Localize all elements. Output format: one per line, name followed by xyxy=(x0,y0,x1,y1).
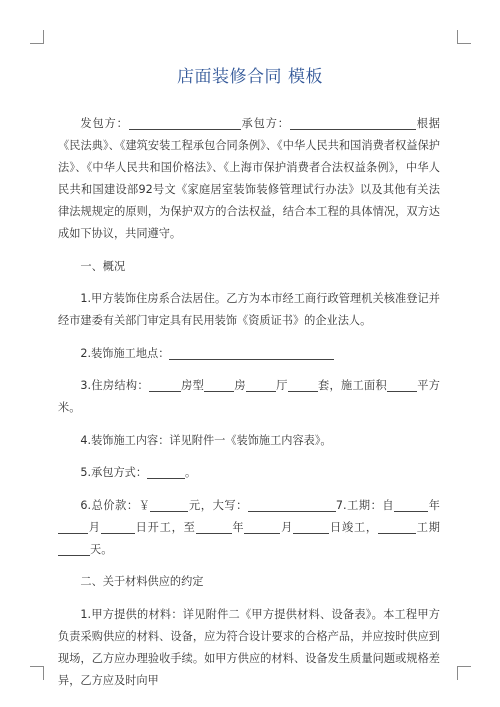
clause-5-contract-type xyxy=(58,462,440,484)
start-year-blank[interactable] xyxy=(394,497,428,512)
document-body xyxy=(58,113,440,702)
halls-label: 厅 xyxy=(275,379,288,392)
rooms-blank[interactable] xyxy=(204,377,234,392)
basis-text: 《民法典》、《建筑安装工程承包合同条例》、《中华人民共和国消费者权益保护法》、《中华人民共和国价格法》、《上海市保护消费者合法权益条例》，中华人民共和国建设部92号文《家庭居室装饰装修管理试行办法》以及其他有关法律法规规定的原则，为保护双方的合法权益，结合本工程的具体情况，双方达成如下协议，共同遵守。 xyxy=(58,139,440,240)
crop-mark-bottom-right xyxy=(457,666,471,680)
material-clause-1: 1.甲方提供的材料：详见附件二《甲方提供材料、设备表》。本工程甲方负责采购供应的材料、设备，应为符合设计要求的合格产品，并应按时供应到现场，乙方应办理验收手续。如甲方供应的材料、设备发生质量问题或规格差异，乙方应及时向甲 xyxy=(58,607,440,687)
party-b-blank[interactable] xyxy=(290,115,416,130)
end-year-blank[interactable] xyxy=(196,519,232,534)
area-unit: 平方米。 xyxy=(58,379,440,414)
parties-and-basis-paragraph xyxy=(58,113,440,245)
units-blank[interactable] xyxy=(288,377,318,392)
start-day-blank[interactable] xyxy=(101,519,135,534)
price-words-label: 元，大写： xyxy=(188,498,248,512)
document-title: 店面装修合同 模板 xyxy=(177,67,323,87)
duration-label: 工期 xyxy=(415,520,440,534)
area-label: 套，施工面积 xyxy=(317,379,387,392)
period-label: 7.工期：自 xyxy=(335,498,395,512)
clause-4-content: 4.装饰施工内容：详见附件一《装饰施工内容表》。 xyxy=(80,433,332,447)
area-blank[interactable] xyxy=(387,377,417,392)
end-month-unit: 月 xyxy=(280,520,294,534)
halls-blank[interactable] xyxy=(246,377,276,392)
basis-lead: 根据 xyxy=(415,117,440,130)
crop-mark-top-left xyxy=(30,30,44,44)
price-label: 6.总价款：￥ xyxy=(80,498,151,512)
end-year-unit: 年 xyxy=(231,520,245,534)
price-words-blank[interactable] xyxy=(248,497,336,512)
party-b-label: 承包方： xyxy=(240,117,290,130)
location-label: 2.装饰施工地点： xyxy=(80,346,170,360)
clause-2-location xyxy=(58,343,440,365)
contract-type-end: 。 xyxy=(185,466,197,479)
room-type-label: 房型 xyxy=(180,379,205,392)
party-a-label: 发包方： xyxy=(80,117,129,130)
start-month-blank[interactable] xyxy=(58,519,88,534)
start-year-unit: 年 xyxy=(428,498,440,512)
price-blank[interactable] xyxy=(150,497,188,512)
location-blank[interactable] xyxy=(169,345,334,360)
clause-3-structure xyxy=(58,375,440,419)
crop-mark-top-right xyxy=(457,30,471,44)
start-label: 日开工，至 xyxy=(134,520,196,534)
rooms-label: 房 xyxy=(234,379,246,392)
duration-blank-a[interactable] xyxy=(378,519,416,534)
contract-type-label: 5.承包方式： xyxy=(80,466,148,479)
clause-1-residence: 1.甲方装饰住房系合法居住。乙方为本市经工商行政管理机关核准登记并经市建委有关部门审定具有民用装饰《资质证书》的企业法人。 xyxy=(58,292,440,327)
end-month-blank[interactable] xyxy=(244,519,280,534)
structure-label: 3.住房结构： xyxy=(80,379,149,392)
room-type-blank[interactable] xyxy=(149,377,181,392)
duration-days-blank[interactable] xyxy=(58,541,90,556)
end-day-blank[interactable] xyxy=(293,519,329,534)
party-a-blank[interactable] xyxy=(129,115,241,130)
contract-type-blank[interactable] xyxy=(147,464,185,479)
section-heading-overview: 一、概况 xyxy=(80,259,126,273)
clause-6-7-price-and-period xyxy=(58,495,440,561)
section-heading-materials: 二、关于材料供应的约定 xyxy=(80,575,204,588)
duration-unit: 天。 xyxy=(90,542,113,556)
crop-mark-bottom-left xyxy=(30,666,44,680)
end-label: 日竣工， xyxy=(329,520,378,534)
start-month-unit: 月 xyxy=(88,520,101,534)
